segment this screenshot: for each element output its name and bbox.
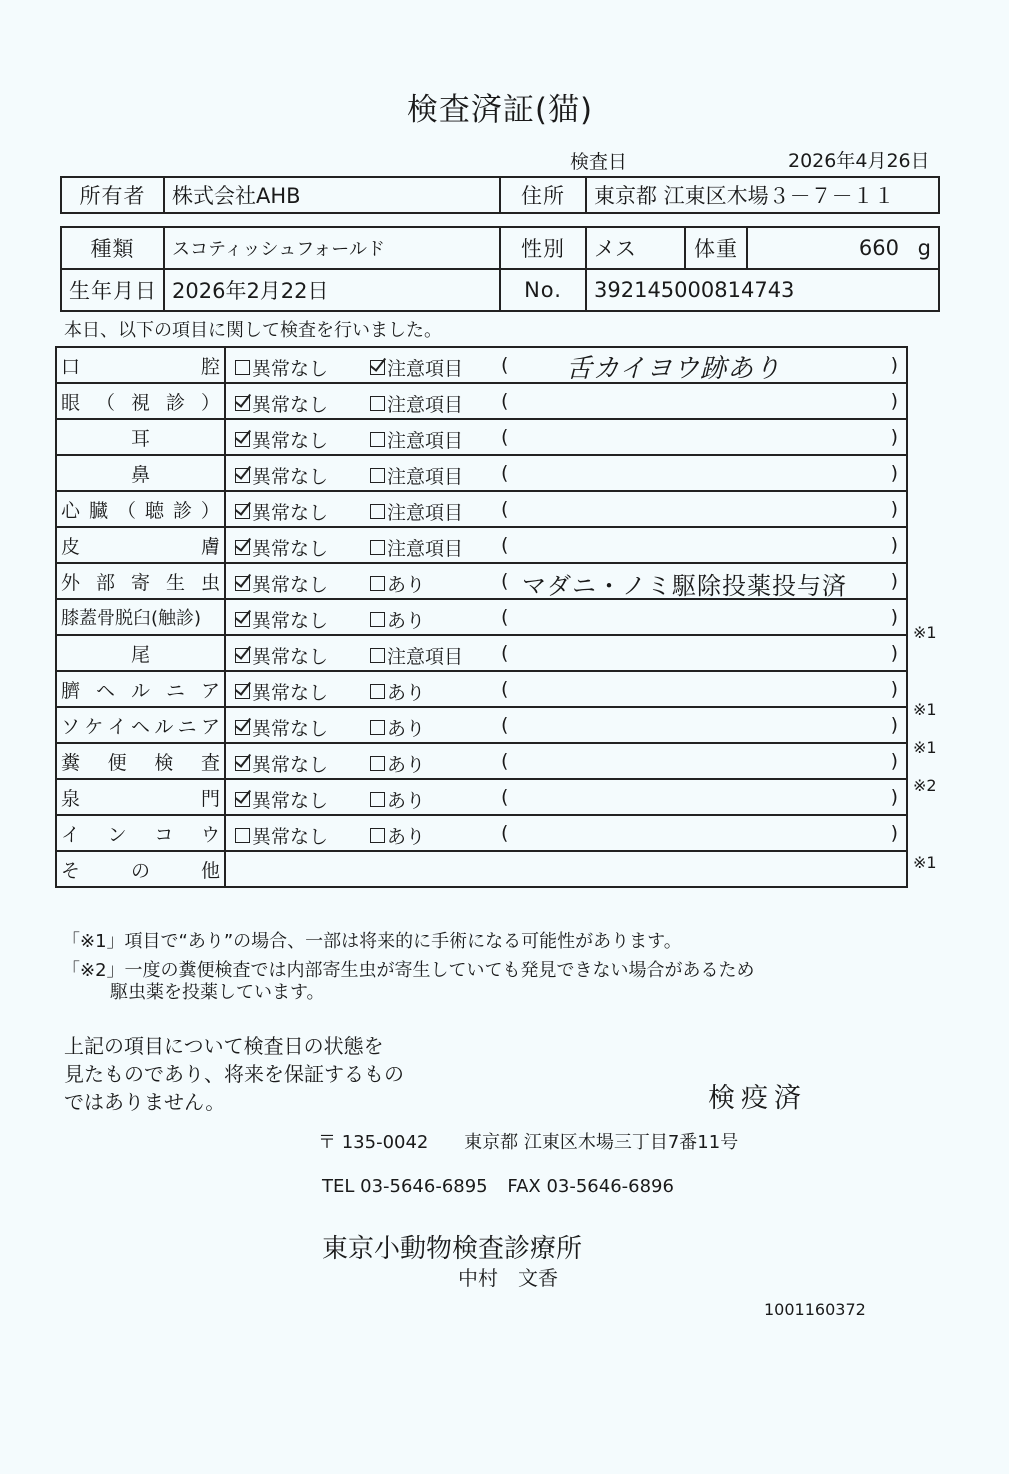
finding-option-label: 注意項目 — [387, 358, 464, 380]
disclaimer — [64, 1032, 404, 1116]
exam-options-cell — [225, 671, 907, 707]
paren-close: ) — [890, 426, 898, 448]
finding-option[interactable] — [370, 426, 463, 453]
exam-item-label-char: （ — [116, 499, 136, 522]
pet-table — [60, 226, 940, 312]
other-label — [61, 856, 220, 883]
finding-checkbox[interactable] — [370, 828, 385, 843]
paren-close: ) — [890, 534, 898, 556]
normal-option[interactable] — [235, 390, 328, 417]
finding-option-label: 注意項目 — [387, 466, 464, 488]
finding-option[interactable] — [370, 462, 463, 489]
exam-item-label: 膝蓋骨脱臼(触診) — [61, 608, 202, 629]
finding-checkbox[interactable] — [370, 684, 385, 699]
finding-option[interactable] — [370, 786, 425, 813]
exam-item-label-char: コ — [154, 823, 174, 846]
finding-option-label: 注意項目 — [387, 430, 464, 452]
finding-option-label: あり — [387, 718, 426, 740]
normal-checkbox[interactable] — [235, 612, 250, 627]
finding-option-label: あり — [387, 826, 426, 848]
normal-checkbox[interactable] — [235, 432, 250, 447]
exam-item-label — [61, 388, 220, 415]
finding-option-label: 注意項目 — [387, 646, 464, 668]
address-value: 東京都 江東区木場３－７－１１ — [586, 177, 939, 213]
exam-item-label-char: 心 — [61, 499, 81, 522]
paren-close: ) — [890, 678, 898, 700]
normal-checkbox[interactable] — [235, 648, 250, 663]
footnote-1: 「※1」項目で“あり”の場合、一部は将来的に手術になる可能性があります。 — [62, 931, 682, 952]
exam-item-label-char: 診 — [172, 499, 192, 522]
exam-item-label-cell — [56, 635, 225, 671]
exam-item-label-char: ニ — [165, 679, 185, 702]
exam-row — [56, 419, 907, 455]
finding-checkbox[interactable] — [370, 432, 385, 447]
clinic-address-line — [318, 1128, 738, 1154]
disclaimer-line-1: 上記の項目について検査日の状態を — [64, 1034, 384, 1058]
exam-item-label-char: イ — [107, 715, 127, 738]
clinic-address: 東京都 江東区木場三丁目7番11号 — [464, 1132, 739, 1153]
finding-note: 舌カイヨウ跡あり — [566, 354, 782, 383]
paren-open: ( — [501, 606, 509, 628]
exam-item-label-char: 外 — [61, 571, 81, 594]
exam-item-label — [61, 712, 220, 739]
exam-item-label-char: ヘ — [130, 715, 150, 738]
serial-number: 1001160372 — [764, 1300, 866, 1319]
exam-row — [56, 815, 907, 851]
other-label-char: 他 — [200, 859, 220, 882]
exam-item-label-char: ア — [200, 679, 220, 702]
exam-row — [56, 743, 907, 779]
vet-name: 中村 文香 — [458, 1266, 558, 1290]
exam-row — [56, 383, 907, 419]
other-label-char: そ — [61, 859, 81, 882]
no-value: 392145000814743 — [586, 269, 939, 311]
exam-item-label-char: ヘ — [95, 679, 115, 702]
exam-item-label-char: 虫 — [200, 571, 220, 594]
exam-item-label-char: 診 — [165, 391, 185, 414]
normal-checkbox[interactable] — [235, 504, 250, 519]
exam-options-cell — [225, 527, 907, 563]
normal-option[interactable] — [235, 750, 328, 777]
paren-open: ( — [501, 786, 509, 808]
paren-open: ( — [501, 642, 509, 664]
exam-item-label-char: 便 — [107, 751, 127, 774]
exam-item-label-char: 部 — [95, 571, 115, 594]
normal-option[interactable] — [235, 714, 328, 741]
paren-open: ( — [501, 714, 509, 736]
exam-options-cell — [225, 419, 907, 455]
normal-option-label: 異常なし — [252, 538, 329, 560]
finding-option-label: あり — [387, 682, 426, 704]
risk-mark: ※1 — [913, 738, 937, 757]
risk-mark: ※1 — [913, 623, 937, 643]
normal-option[interactable] — [235, 822, 328, 849]
tel-number: TEL 03-5646-6895 — [322, 1176, 488, 1197]
risk-mark: ※1 — [913, 699, 937, 719]
exam-item-label-char: ソ — [61, 715, 81, 738]
normal-option[interactable] — [235, 570, 328, 597]
birth-value: 2026年2月22日 — [164, 269, 500, 311]
exam-item-label-char: イ — [61, 823, 81, 846]
finding-checkbox[interactable] — [370, 504, 385, 519]
other-label-cell — [56, 851, 225, 887]
address-label: 住所 — [500, 177, 586, 213]
birth-label: 生年月日 — [61, 269, 164, 311]
normal-option[interactable] — [235, 426, 328, 453]
exam-item-label-char: 生 — [165, 571, 185, 594]
normal-option-label: 異常なし — [252, 466, 329, 488]
exam-row — [56, 599, 907, 635]
exam-options-cell — [225, 455, 907, 491]
contact-line — [322, 1176, 674, 1197]
finding-option[interactable] — [370, 822, 425, 849]
normal-checkbox[interactable] — [235, 540, 250, 555]
paren-open: ( — [501, 498, 509, 520]
paren-close: ) — [890, 786, 898, 808]
normal-option-label: 異常なし — [252, 826, 329, 848]
normal-option-label: 異常なし — [252, 574, 329, 596]
exam-options-cell — [225, 635, 907, 671]
exam-item-label-cell — [56, 455, 225, 491]
breed-label: 種類 — [61, 227, 164, 269]
exam-item-label-cell — [56, 815, 225, 851]
exam-item-label: 耳 — [130, 427, 150, 450]
no-label: No. — [500, 269, 586, 311]
breed-value: スコティッシュフォールド — [164, 227, 500, 269]
exam-date: 2026年4月26日 — [788, 150, 930, 172]
paren-open: ( — [501, 534, 509, 556]
finding-option-label: あり — [387, 790, 426, 812]
exam-item-label-char: ウ — [200, 823, 220, 846]
exam-date-label: 検査日 — [570, 151, 628, 173]
exam-options-cell — [225, 383, 907, 419]
paren-open: ( — [501, 354, 509, 376]
finding-checkbox[interactable] — [370, 720, 385, 735]
normal-option-label: 異常なし — [252, 646, 329, 668]
exam-item-label-cell — [56, 707, 225, 743]
finding-option-label: あり — [387, 610, 426, 632]
normal-option[interactable] — [235, 498, 328, 525]
exam-item-label-cell — [56, 347, 225, 383]
normal-option[interactable] — [235, 462, 328, 489]
exam-item-label-cell — [56, 779, 225, 815]
normal-checkbox[interactable] — [235, 792, 250, 807]
exam-row — [56, 779, 907, 815]
paren-open: ( — [501, 822, 509, 844]
normal-option-label: 異常なし — [252, 718, 329, 740]
exam-item-label: 鼻 — [130, 463, 150, 486]
exam-item-label-char: 視 — [130, 391, 150, 414]
exam-row — [56, 563, 907, 599]
finding-option-label: あり — [387, 754, 426, 776]
weight-label: 体重 — [685, 227, 747, 269]
weight-cell — [747, 227, 939, 269]
exam-item-label-char: 糞 — [61, 751, 81, 774]
risk-mark: ※2 — [913, 776, 937, 796]
normal-option[interactable] — [235, 606, 328, 633]
normal-checkbox[interactable] — [235, 576, 250, 591]
sex-value: メス — [586, 227, 685, 269]
finding-checkbox[interactable] — [370, 792, 385, 807]
exam-item-label-char: 寄 — [130, 571, 150, 594]
exam-options-cell — [225, 491, 907, 527]
paren-open: ( — [501, 570, 509, 592]
exam-table — [55, 346, 908, 888]
finding-checkbox[interactable] — [370, 576, 385, 591]
other-notes-cell[interactable] — [225, 851, 907, 887]
postal-code: 〒 135-0042 — [318, 1132, 429, 1153]
paren-close: ) — [890, 570, 898, 592]
finding-option[interactable] — [370, 678, 425, 705]
normal-option-label: 異常なし — [252, 430, 329, 452]
exam-item-label-char: 検 — [154, 751, 174, 774]
paren-close: ) — [890, 714, 898, 736]
finding-checkbox[interactable] — [370, 360, 385, 375]
paren-open: ( — [501, 678, 509, 700]
paren-close: ) — [890, 606, 898, 628]
finding-option[interactable] — [370, 606, 425, 633]
exam-item-label-char: ） — [200, 391, 220, 414]
footnote-2-cont: 駆虫薬を投薬しています。 — [110, 982, 325, 1003]
risk-mark: ※1 — [913, 852, 937, 872]
exam-row — [56, 347, 907, 383]
exam-options-cell — [225, 347, 907, 383]
exam-item-label-char: ア — [200, 715, 220, 738]
exam-item-label-cell — [56, 671, 225, 707]
exam-item-label-char: 臓 — [88, 499, 108, 522]
exam-row — [56, 707, 907, 743]
normal-option-label: 異常なし — [252, 790, 329, 812]
disclaimer-line-2: 見たものであり、将来を保証するもの — [64, 1062, 404, 1086]
exam-item-label-char: 臍 — [61, 679, 81, 702]
exam-item-label-char: 腔 — [200, 355, 220, 378]
normal-option[interactable] — [235, 678, 328, 705]
intro-text: 本日、以下の項目に関して検査を行いました。 — [64, 320, 442, 341]
normal-option[interactable] — [235, 354, 328, 381]
finding-option[interactable] — [370, 570, 425, 597]
exam-item-label-cell — [56, 383, 225, 419]
sex-label: 性別 — [500, 227, 586, 269]
exam-item-label — [61, 532, 220, 559]
normal-option-label: 異常なし — [252, 682, 329, 704]
exam-item-label — [61, 352, 220, 379]
exam-item-label-cell — [56, 563, 225, 599]
exam-row — [56, 455, 907, 491]
normal-option-label: 異常なし — [252, 394, 329, 416]
exam-item-label-char: ニ — [177, 715, 197, 738]
finding-checkbox[interactable] — [370, 468, 385, 483]
exam-item-label-char: 眼 — [61, 391, 81, 414]
exam-item-label-char: 聴 — [144, 499, 164, 522]
normal-option-label: 異常なし — [252, 754, 329, 776]
exam-options-cell — [225, 599, 907, 635]
exam-row — [56, 635, 907, 671]
finding-option[interactable] — [370, 390, 463, 417]
finding-option[interactable] — [370, 714, 425, 741]
exam-item-label-char: 泉 — [61, 787, 81, 810]
paren-open: ( — [501, 462, 509, 484]
exam-item-label — [61, 568, 220, 595]
exam-options-cell — [225, 743, 907, 779]
normal-option[interactable] — [235, 642, 328, 669]
paren-close: ) — [890, 354, 898, 376]
owner-label: 所有者 — [61, 177, 164, 213]
finding-checkbox[interactable] — [370, 612, 385, 627]
finding-option-label: 注意項目 — [387, 502, 464, 524]
clinic-name: 東京小動物検査診療所 — [322, 1234, 583, 1264]
normal-option-label: 異常なし — [252, 358, 329, 380]
finding-checkbox[interactable] — [370, 540, 385, 555]
exam-item-label — [61, 784, 220, 811]
paren-close: ) — [890, 462, 898, 484]
document-title: 検査済証(猫) — [406, 92, 594, 128]
exam-item-label-cell — [56, 599, 225, 635]
exam-item-label-cell — [56, 491, 225, 527]
exam-item-label-char: ケ — [84, 715, 104, 738]
paren-close: ) — [890, 498, 898, 520]
finding-option-label: あり — [387, 574, 426, 596]
exam-row-other — [56, 851, 907, 887]
owner-value: 株式会社AHB — [164, 177, 500, 213]
finding-option-label: 注意項目 — [387, 538, 464, 560]
normal-option-label: 異常なし — [252, 610, 329, 632]
normal-option[interactable] — [235, 786, 328, 813]
finding-option[interactable] — [370, 354, 463, 381]
exam-item-label-char: 膚 — [200, 535, 220, 558]
finding-checkbox[interactable] — [370, 396, 385, 411]
normal-checkbox[interactable] — [235, 468, 250, 483]
exam-item-label-char: 皮 — [61, 535, 81, 558]
owner-table — [60, 176, 940, 214]
paren-close: ) — [890, 390, 898, 412]
exam-item-label-cell — [56, 419, 225, 455]
exam-item-label — [61, 748, 220, 775]
exam-row — [56, 527, 907, 563]
finding-checkbox[interactable] — [370, 648, 385, 663]
finding-option[interactable] — [370, 642, 463, 669]
exam-options-cell — [225, 563, 907, 599]
paren-close: ) — [890, 822, 898, 844]
finding-note: マダニ・ノミ駆除投薬投与済 — [522, 572, 847, 599]
exam-item-label-char: ） — [200, 499, 220, 522]
exam-item-label-char: 口 — [61, 355, 81, 378]
exam-item-label — [61, 820, 220, 847]
finding-option-label: 注意項目 — [387, 394, 464, 416]
normal-checkbox[interactable] — [235, 360, 250, 375]
normal-option-label: 異常なし — [252, 502, 329, 524]
exam-options-cell — [225, 779, 907, 815]
exam-row — [56, 671, 907, 707]
other-label-char: の — [130, 859, 150, 882]
paren-close: ) — [890, 750, 898, 772]
exam-item-label-char: ン — [107, 823, 127, 846]
exam-item-label-char: ル — [130, 679, 150, 702]
fax-number: FAX 03-5646-6896 — [507, 1176, 674, 1197]
exam-item-label-char: ル — [154, 715, 174, 738]
exam-item-label: 尾 — [130, 643, 150, 666]
paren-open: ( — [501, 750, 509, 772]
exam-body — [56, 347, 907, 887]
exam-item-label — [61, 496, 220, 523]
finding-option[interactable] — [370, 750, 425, 777]
exam-item-label-cell — [56, 527, 225, 563]
quarantine-stamp: 検疫済 — [708, 1083, 807, 1114]
footnote-2: 「※2」一度の糞便検査では内部寄生虫が寄生していても発見できない場合があるため — [62, 960, 755, 981]
finding-option[interactable] — [370, 498, 463, 525]
finding-option[interactable] — [370, 534, 463, 561]
normal-checkbox[interactable] — [235, 756, 250, 771]
exam-item-label-cell — [56, 743, 225, 779]
exam-item-label-char: 門 — [200, 787, 220, 810]
exam-options-cell — [225, 707, 907, 743]
normal-checkbox[interactable] — [235, 396, 250, 411]
paren-close: ) — [890, 642, 898, 664]
exam-options-cell — [225, 815, 907, 851]
paren-open: ( — [501, 426, 509, 448]
exam-item-label-char: 査 — [200, 751, 220, 774]
exam-item-label — [61, 676, 220, 703]
weight-unit: g — [917, 236, 931, 260]
normal-checkbox[interactable] — [235, 684, 250, 699]
weight-value: 660 — [858, 236, 899, 260]
exam-item-label-char: （ — [95, 391, 115, 414]
normal-checkbox[interactable] — [235, 828, 250, 843]
normal-checkbox[interactable] — [235, 720, 250, 735]
exam-row — [56, 491, 907, 527]
disclaimer-line-3: ではありません。 — [64, 1090, 226, 1114]
finding-checkbox[interactable] — [370, 756, 385, 771]
normal-option[interactable] — [235, 534, 328, 561]
paren-open: ( — [501, 390, 509, 412]
